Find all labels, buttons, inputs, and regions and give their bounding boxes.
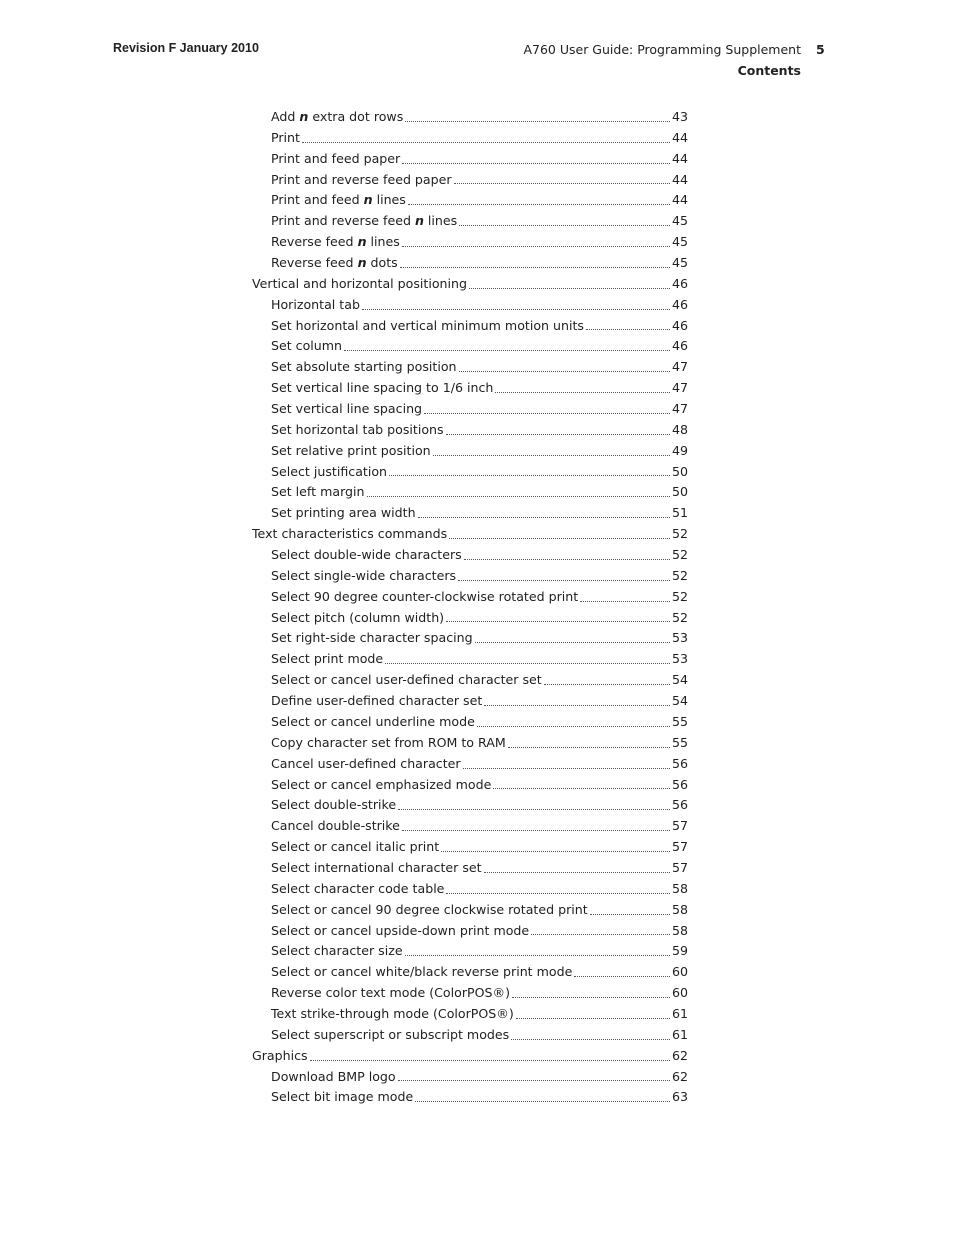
dot-leader	[362, 308, 670, 310]
toc-entry-title	[271, 399, 422, 420]
toc-entry-page: 57	[671, 818, 688, 834]
dot-leader	[418, 516, 670, 518]
toc-entry-title	[271, 921, 529, 942]
toc-entry-page: 46	[671, 317, 688, 333]
toc-entry[interactable]	[252, 336, 688, 357]
toc-entry-title	[271, 649, 383, 670]
dot-leader	[344, 349, 670, 351]
toc-entry-page: 60	[671, 985, 688, 1001]
toc-entry[interactable]	[252, 795, 688, 816]
dot-leader	[511, 1038, 670, 1040]
toc-entry[interactable]	[252, 628, 688, 649]
dot-leader	[531, 933, 670, 935]
toc-entry-page: 50	[671, 484, 688, 500]
dot-leader	[586, 328, 670, 330]
toc-entry-title-text: Reverse feed	[271, 234, 358, 250]
guide-title: A760 User Guide: Programming Supplement	[523, 42, 801, 57]
toc-entry-title-text: Reverse color text mode (ColorPOS®)	[271, 985, 511, 1001]
toc-entry-title	[271, 670, 542, 691]
toc-entry-page: 47	[671, 359, 688, 375]
toc-entry-title	[271, 503, 416, 524]
toc-entry-title	[271, 378, 493, 399]
dot-leader	[302, 141, 670, 143]
toc-entry-title-text: Print and feed	[271, 192, 364, 208]
toc-entry-page: 54	[671, 672, 688, 688]
toc-entry-title-suffix: extra dot rows	[308, 109, 404, 124]
toc-entry[interactable]	[252, 816, 688, 837]
toc-entry-title-text: Set horizontal and vertical minimum motion units	[271, 317, 584, 333]
toc-entry-title	[271, 545, 462, 566]
dot-leader	[446, 433, 670, 435]
toc-entry-page: 56	[671, 776, 688, 792]
toc-entry[interactable]	[252, 149, 688, 170]
toc-entry-title-text: Select print mode	[271, 651, 384, 667]
toc-entry-title-text: Vertical and horizontal positioning	[252, 275, 468, 291]
toc-entry-title-text: Define user-defined character set	[271, 693, 483, 709]
toc-entry-title	[271, 128, 300, 149]
dot-leader	[484, 871, 670, 873]
toc-entry-title	[271, 608, 444, 629]
toc-entry-title	[271, 983, 510, 1004]
toc-entry-page: 45	[671, 255, 688, 271]
dot-leader	[508, 746, 670, 748]
dot-leader	[385, 662, 670, 664]
toc-entry[interactable]	[252, 295, 688, 316]
toc-entry-title	[271, 775, 491, 796]
toc-entry-title-text: Select double-wide characters	[271, 547, 462, 563]
revision-label: Revision F January 2010	[113, 41, 259, 55]
toc-entry[interactable]	[252, 879, 688, 900]
toc-entry-title	[271, 232, 400, 253]
toc-entry-title-text: Select or cancel white/black reverse print mode	[271, 964, 573, 980]
toc-entry-page: 57	[671, 839, 688, 855]
dot-leader	[389, 474, 670, 476]
toc-entry[interactable]	[252, 649, 688, 670]
toc-entry-title	[271, 357, 457, 378]
toc-entry-title	[252, 524, 447, 545]
toc-entry[interactable]	[252, 712, 688, 733]
toc-entry[interactable]	[252, 941, 688, 962]
toc-entry-title-text: Cancel double-strike	[271, 818, 400, 834]
toc-entry-title-text: Copy character set from ROM to RAM	[271, 734, 506, 750]
toc-entry-title-suffix: lines	[366, 234, 400, 250]
toc-entry[interactable]	[252, 962, 688, 983]
toc-entry-page: 45	[671, 213, 688, 229]
toc-entry-title	[271, 691, 482, 712]
dot-leader	[590, 913, 670, 915]
toc-entry-title-text: Set relative print position	[271, 442, 431, 458]
dot-leader	[408, 203, 670, 205]
toc-entry-page: 61	[671, 1005, 688, 1021]
toc-entry-title	[271, 962, 572, 983]
toc-entry-title	[252, 1046, 308, 1067]
dot-leader	[398, 1079, 670, 1081]
toc-entry-title-suffix: lines	[423, 213, 458, 229]
toc-entry-page: 55	[671, 713, 688, 729]
toc-entry[interactable]	[252, 670, 688, 691]
toc-entry-title	[271, 190, 406, 211]
toc-entry-title	[271, 336, 342, 357]
dot-leader	[402, 162, 670, 164]
toc-entry-title	[271, 587, 578, 608]
toc-entry-page: 63	[671, 1089, 688, 1105]
dot-leader	[398, 808, 670, 810]
toc-entry-page: 51	[671, 505, 688, 521]
toc-entry-title	[271, 1025, 509, 1046]
toc-entry[interactable]	[252, 1087, 688, 1108]
toc-entry-title-text: Select or cancel 90 degree clockwise rotated print	[271, 901, 588, 917]
toc-entry-page: 61	[671, 1026, 688, 1042]
toc-entry-page: 53	[671, 630, 688, 646]
toc-entry[interactable]	[252, 775, 688, 796]
toc-entry-page: 57	[671, 859, 688, 875]
toc-entry-page: 44	[671, 129, 688, 145]
toc-entry-title	[271, 858, 482, 879]
toc-entry-title-text: Print and reverse feed paper	[271, 171, 452, 187]
dot-leader	[477, 725, 670, 727]
toc-entry-page: 55	[671, 734, 688, 750]
toc-entry-title-suffix: lines	[372, 192, 406, 208]
dot-leader	[405, 120, 670, 122]
toc-entry-title-text: Horizontal tab	[271, 296, 360, 312]
toc-entry-page: 52	[671, 526, 688, 542]
toc-entry-page: 49	[671, 442, 688, 458]
toc-entry-title	[271, 816, 400, 837]
toc-entry[interactable]	[252, 253, 688, 274]
dot-leader	[402, 829, 670, 831]
toc-entry-title	[271, 1004, 514, 1025]
toc-entry-page: 50	[671, 463, 688, 479]
dot-leader	[310, 1059, 670, 1061]
toc-entry[interactable]	[252, 587, 688, 608]
toc-entry-title	[271, 316, 584, 337]
toc-entry[interactable]	[252, 983, 688, 1004]
dot-leader	[459, 370, 670, 372]
toc-entry-title	[271, 837, 439, 858]
toc-entry[interactable]	[252, 545, 688, 566]
toc-section-entry[interactable]	[252, 1046, 688, 1067]
toc-entry[interactable]	[252, 107, 688, 128]
toc-entry-title-text: Print	[271, 129, 300, 145]
toc-entry[interactable]	[252, 921, 688, 942]
dot-leader	[415, 1100, 670, 1102]
toc-entry-title-text: Graphics	[252, 1047, 308, 1063]
toc-entry-title-text: Select 90 degree counter-clockwise rotated print	[271, 588, 579, 604]
toc-entry-page: 56	[671, 755, 688, 771]
toc-entry-title-text: Set absolute starting position	[271, 359, 457, 375]
toc-entry-title	[271, 462, 387, 483]
dot-leader	[484, 704, 670, 706]
toc-entry-title-text: Set right-side character spacing	[271, 630, 473, 646]
dot-leader	[469, 287, 670, 289]
dot-leader	[493, 787, 670, 789]
toc-entry-page: 52	[671, 609, 688, 625]
dot-leader	[580, 600, 670, 602]
toc-entry[interactable]	[252, 900, 688, 921]
toc-entry-page: 46	[671, 275, 688, 291]
dot-leader	[458, 579, 670, 581]
toc-entry-title-text: Print and reverse feed	[271, 213, 415, 229]
toc-entry[interactable]	[252, 1067, 688, 1088]
toc-entry[interactable]	[252, 357, 688, 378]
toc-entry-title-suffix: dots	[366, 255, 398, 271]
toc-entry[interactable]	[252, 837, 688, 858]
toc-entry-page: 56	[671, 797, 688, 813]
toc-entry-page: 44	[671, 150, 688, 166]
dot-leader	[424, 412, 670, 414]
toc-entry-title-text: Set left margin	[271, 484, 365, 500]
toc-entry-title-text: Select superscript or subscript modes	[271, 1026, 510, 1042]
dot-leader	[400, 266, 670, 268]
dot-leader	[367, 495, 670, 497]
toc-entry-title	[271, 795, 396, 816]
dot-leader	[544, 683, 670, 685]
toc-entry[interactable]	[252, 441, 688, 462]
toc-entry-title-text: Print and feed paper	[271, 150, 401, 166]
toc-entry-page: 59	[671, 943, 688, 959]
dot-leader	[433, 454, 670, 456]
toc-entry[interactable]	[252, 608, 688, 629]
dot-leader	[441, 850, 670, 852]
toc-entry-title-text: Add	[271, 109, 300, 124]
toc-entry-page: 52	[671, 547, 688, 563]
toc-entry[interactable]	[252, 128, 688, 149]
toc-entry-title-text: Set vertical line spacing	[271, 401, 423, 417]
dot-leader	[405, 954, 670, 956]
dot-leader	[446, 892, 670, 894]
toc-entry-title	[271, 733, 506, 754]
toc-entry-title	[271, 107, 403, 128]
dot-leader	[475, 641, 670, 643]
toc-entry-title	[271, 712, 475, 733]
toc-entry-page: 45	[671, 234, 688, 250]
toc-entry-title-text: Select single-wide characters	[271, 567, 457, 583]
toc-entry-title-text: Set vertical line spacing to 1/6 inch	[271, 380, 494, 396]
toc-entry[interactable]	[252, 691, 688, 712]
toc-entry-title-text: Select international character set	[271, 859, 482, 875]
dot-leader	[402, 245, 670, 247]
toc-entry-title-text: Select or cancel italic print	[271, 839, 440, 855]
toc-entry-page: 62	[671, 1068, 688, 1084]
toc-entry-page: 52	[671, 588, 688, 604]
toc-entry[interactable]	[252, 316, 688, 337]
toc-entry-title-text: Select double-strike	[271, 797, 397, 813]
toc-entry[interactable]	[252, 211, 688, 232]
toc-entry[interactable]	[252, 170, 688, 191]
toc-entry-title	[271, 1087, 413, 1108]
toc-entry[interactable]	[252, 733, 688, 754]
toc-entry[interactable]	[252, 1004, 688, 1025]
dot-leader	[446, 620, 670, 622]
dot-leader	[459, 224, 670, 226]
toc-entry-title	[271, 900, 588, 921]
toc-entry[interactable]	[252, 399, 688, 420]
toc-entry[interactable]	[252, 858, 688, 879]
toc-entry-page: 60	[671, 964, 688, 980]
dot-leader	[512, 996, 670, 998]
dot-leader	[516, 1017, 670, 1019]
toc-entry-title-text: Cancel user-defined character	[271, 755, 461, 771]
toc-entry-page: 52	[671, 567, 688, 583]
toc-entry[interactable]	[252, 482, 688, 503]
running-header	[523, 39, 801, 81]
toc-entry-title	[271, 1067, 396, 1088]
toc-entry-title-text: Set printing area width	[271, 505, 416, 521]
toc-entry[interactable]	[252, 1025, 688, 1046]
toc-entry[interactable]	[252, 190, 688, 211]
toc-entry-title-text: Select or cancel underline mode	[271, 713, 475, 729]
dot-leader	[464, 558, 670, 560]
toc-entry-page: 47	[671, 401, 688, 417]
toc-entry-title-text: Select justification	[271, 463, 388, 479]
toc-entry-title	[271, 420, 444, 441]
toc-section-entry[interactable]	[252, 524, 688, 545]
toc-entry-variable: n	[414, 213, 424, 229]
toc-entry-title	[271, 941, 403, 962]
toc-entry-page: 54	[671, 693, 688, 709]
dot-leader	[449, 537, 670, 539]
toc-entry-title	[271, 211, 457, 232]
toc-entry-title	[271, 482, 365, 503]
toc-entry[interactable]	[252, 232, 688, 253]
dot-leader	[463, 767, 670, 769]
toc-entry-variable: n	[363, 192, 373, 208]
toc-entry-title-text: Download BMP logo	[271, 1068, 396, 1084]
toc-entry-title	[271, 879, 444, 900]
toc-entry-page: 47	[671, 380, 688, 396]
toc-entry[interactable]	[252, 566, 688, 587]
toc-entry-variable: n	[299, 109, 309, 124]
toc-entry-page: 58	[671, 880, 688, 896]
toc-entry-page: 44	[671, 192, 688, 208]
toc-entry-title-text: Select character code table	[271, 880, 445, 896]
toc-section-entry[interactable]	[252, 274, 688, 295]
toc-entry-title-text: Set horizontal tab positions	[271, 421, 444, 437]
toc-entry[interactable]	[252, 378, 688, 399]
toc-entry-page: 58	[671, 922, 688, 938]
toc-entry-page: 46	[671, 338, 688, 354]
toc-entry-title-text: Reverse feed	[271, 255, 358, 271]
toc-entry[interactable]	[252, 462, 688, 483]
table-of-contents	[252, 107, 688, 1108]
toc-entry-title-text: Text characteristics commands	[252, 526, 448, 542]
dot-leader	[495, 391, 670, 393]
toc-entry-page: 48	[671, 421, 688, 437]
dot-leader	[454, 182, 670, 184]
section-title: Contents	[737, 63, 801, 78]
toc-entry-title-text: Select pitch (column width)	[271, 609, 445, 625]
toc-entry-page: 44	[671, 171, 688, 187]
toc-entry-title-text: Set column	[271, 338, 343, 354]
toc-entry[interactable]	[252, 754, 688, 775]
toc-entry-title-text: Text strike-through mode (ColorPOS®)	[271, 1005, 514, 1021]
toc-entry-title-text: Select character size	[271, 943, 403, 959]
dot-leader	[574, 975, 670, 977]
toc-entry-page: 46	[671, 296, 688, 312]
toc-entry-title-text: Select bit image mode	[271, 1089, 414, 1105]
toc-entry-title-text: Select or cancel upside-down print mode	[271, 922, 530, 938]
toc-entry-variable: n	[357, 255, 367, 271]
toc-entry-page: 58	[671, 901, 688, 917]
toc-entry-title	[271, 754, 461, 775]
toc-entry-variable: n	[357, 234, 367, 250]
toc-entry-page: 43	[671, 109, 688, 124]
toc-entry-title-text: Select or cancel emphasized mode	[271, 776, 492, 792]
toc-entry-title	[271, 295, 360, 316]
toc-entry-title	[271, 253, 398, 274]
toc-entry-title	[271, 566, 456, 587]
toc-entry-title	[271, 628, 473, 649]
toc-entry-title	[271, 170, 452, 191]
toc-entry[interactable]	[252, 420, 688, 441]
toc-entry[interactable]	[252, 503, 688, 524]
toc-entry-page: 62	[671, 1047, 688, 1063]
toc-entry-title-text: Select or cancel user-defined character set	[271, 672, 542, 688]
toc-entry-title	[271, 441, 431, 462]
toc-entry-page: 53	[671, 651, 688, 667]
toc-entry-title	[252, 274, 467, 295]
toc-entry-title	[271, 149, 400, 170]
page-number: 5	[816, 42, 825, 57]
